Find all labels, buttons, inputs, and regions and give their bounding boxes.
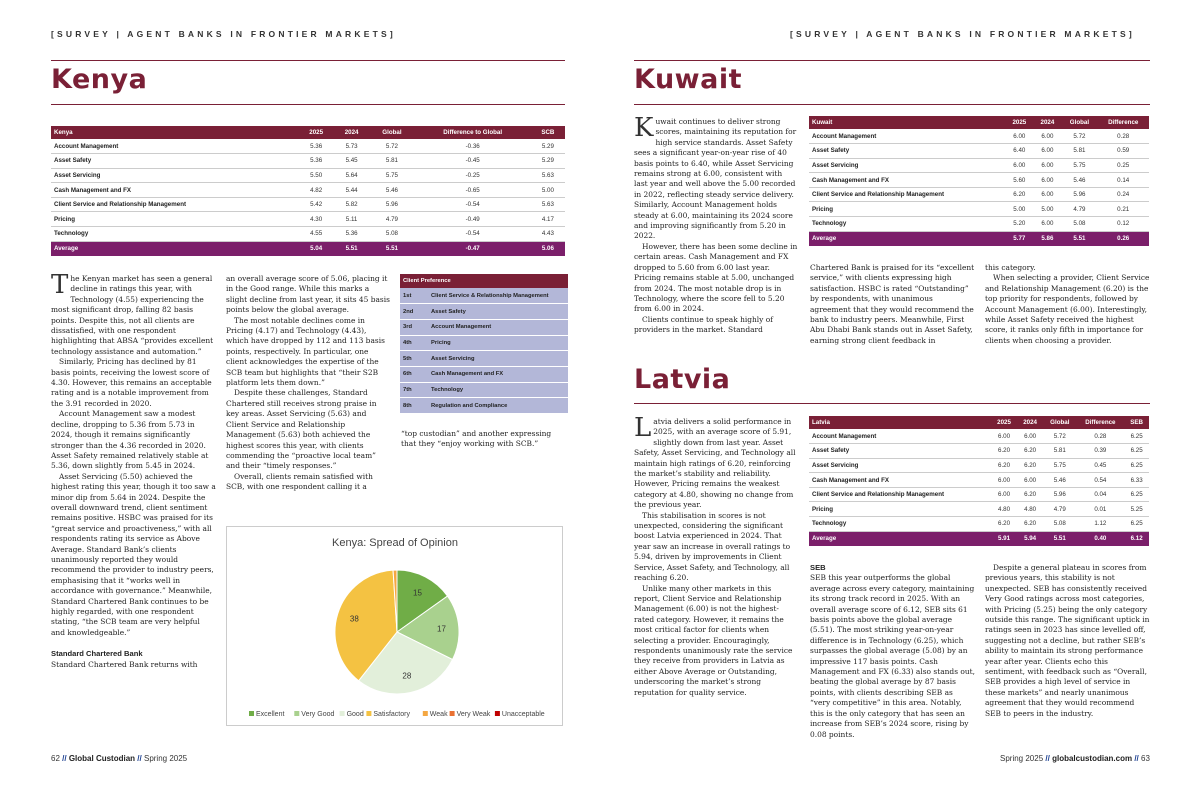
- table-cell: 5.20: [1005, 217, 1033, 232]
- table-cell: 5.46: [1061, 173, 1097, 188]
- table-cell: 6.25: [1124, 458, 1149, 473]
- preference-item: Regulation and Compliance: [428, 398, 568, 414]
- table-cell: 5.46: [369, 183, 414, 198]
- table-cell: Account Management: [809, 429, 991, 444]
- table-cell: Technology: [809, 217, 1005, 232]
- table-cell: -0.54: [415, 227, 531, 242]
- table-cell: Cash Management and FX: [51, 183, 298, 198]
- preference-item: Asset Safety: [428, 304, 568, 320]
- table-cell: 5.96: [1043, 487, 1076, 502]
- latvia-title-rule: [634, 403, 1150, 404]
- table-cell: 4.80: [1017, 502, 1043, 517]
- kuwait-para: Clients continue to speak highly of providers in the market. Standard: [634, 314, 773, 335]
- table-cell: 4.17: [531, 212, 565, 227]
- preference-rank: 1st: [400, 288, 428, 304]
- latvia-para: SEB this year outperforms the global average across every category, maintaining its strong track record in 2025. With an overall average score of 6.12, SEB sits 61 basis points above the global average (5.51). The most striking year-on-year difference is in Technology (6.25), which surpasses the global average (5.08) by an impressive 117 basis points. Cash Management and FX (6.33) also stands out, beating the global average by 87 basis points, with clients describing SEB as “very competitive” in this area. Notably, this is the only category that has seen an increase from SEB’s 2024 score, rising by 0.08 points.: [810, 573, 975, 739]
- legend-swatch: [423, 711, 428, 716]
- table-cell: 6.20: [1017, 458, 1043, 473]
- table-cell: Pricing: [809, 202, 1005, 217]
- table-cell: 5.45: [334, 154, 369, 169]
- table-cell: 0.12: [1097, 217, 1149, 232]
- client-preference-header: Client Preference: [400, 274, 568, 288]
- table-cell: -0.65: [415, 183, 531, 198]
- table-cell: 5.81: [369, 154, 414, 169]
- kenya-col2: [226, 274, 391, 493]
- pie-chart-svg: [227, 527, 564, 727]
- kuwait-col-header: Kuwait: [809, 116, 1005, 129]
- kenya-para: Overall, clients remain satisfied with SCB, with one respondent calling it a: [226, 471, 373, 492]
- table-cell: 6.00: [1005, 129, 1033, 144]
- table-row: [809, 187, 1149, 202]
- table-cell: -0.36: [415, 139, 531, 154]
- table-cell: 5.36: [298, 139, 333, 154]
- average-row: [809, 531, 1149, 546]
- latvia-col2: [810, 563, 975, 740]
- table-cell: 4.79: [369, 212, 414, 227]
- table-cell: Asset Safety: [809, 444, 991, 459]
- average-cell: 5.86: [1033, 231, 1061, 246]
- table-row: [809, 158, 1149, 173]
- table-cell: 5.72: [369, 139, 414, 154]
- table-cell: 5.81: [1043, 444, 1076, 459]
- table-cell: 6.25: [1124, 487, 1149, 502]
- average-cell: Average: [809, 231, 1005, 246]
- footer-sep: //: [137, 754, 142, 763]
- kuwait-title: Kuwait: [634, 64, 742, 95]
- kenya-col1: [51, 270, 216, 670]
- table-cell: 6.25: [1124, 517, 1149, 532]
- footer-sep: //: [1045, 754, 1050, 763]
- footer-issue: Spring 2025: [143, 754, 188, 763]
- preference-item: Pricing: [428, 335, 568, 351]
- table-cell: 6.20: [991, 458, 1017, 473]
- table-cell: 5.08: [1061, 217, 1097, 232]
- average-cell: 5.06: [531, 241, 565, 256]
- table-row: [809, 202, 1149, 217]
- kenya-col-header: 2025: [298, 126, 333, 139]
- table-cell: Asset Servicing: [809, 458, 991, 473]
- table-cell: 5.00: [531, 183, 565, 198]
- latvia-col3: [985, 563, 1150, 719]
- kenya-dropcap: T: [51, 270, 69, 300]
- table-cell: 0.25: [1097, 158, 1149, 173]
- table-cell: 5.11: [334, 212, 369, 227]
- kenya-para: Similarly, Pricing has declined by 81 basis points, receiving the lowest score of 4.30. However, this remains an acceptable rating and is a notable improvement from the 3.91 recorded in 2020.: [51, 357, 212, 408]
- table-cell: 5.08: [1043, 517, 1076, 532]
- table-row: [809, 502, 1149, 517]
- table-cell: 5.72: [1043, 429, 1076, 444]
- table-cell: 6.00: [1033, 129, 1061, 144]
- preference-item: Technology: [428, 382, 568, 398]
- table-cell: Pricing: [51, 212, 298, 227]
- right-header-rule: [634, 60, 1150, 61]
- kenya-para: he Kenyan market has seen a general decline in ratings this year, with Technology (4.55) experiencing the most significant drop, falling 82 basis points. Despite this, not all clients are dissatisfied, with one respondent highlighting that ABSA “provides excellent technology assistance and automation.”: [51, 274, 214, 356]
- table-cell: 5.75: [1043, 458, 1076, 473]
- legend-label: Satisfactory: [373, 711, 410, 718]
- kuwait-col-header: Difference: [1097, 116, 1149, 129]
- table-row: [809, 429, 1149, 444]
- latvia-col-header: 2025: [991, 416, 1017, 429]
- kenya-opinion-chart: [226, 526, 563, 726]
- latvia-table-wrap: [809, 416, 1149, 546]
- average-cell: 5.77: [1005, 231, 1033, 246]
- table-cell: 5.08: [369, 227, 414, 242]
- legend-label: Weak: [429, 711, 448, 718]
- client-preference-table: [400, 274, 568, 414]
- legend-swatch: [366, 711, 371, 716]
- table-cell: 5.63: [531, 168, 565, 183]
- table-cell: 5.96: [1061, 187, 1097, 202]
- footer-issue: Spring 2025: [1000, 754, 1044, 763]
- preference-rank: 5th: [400, 351, 428, 367]
- table-cell: 6.00: [1033, 144, 1061, 159]
- table-row: [51, 168, 565, 183]
- kuwait-col3: [985, 263, 1150, 346]
- preference-item: Cash Management and FX: [428, 366, 568, 382]
- kenya-para: The most notable declines come in Pricing (4.17) and Technology (4.43), which have dropped by 112 and 113 basis points, respectively. In particular, one client acknowledges the expertise of the SCB team but highlights that “their S2B platform lets them down.”: [226, 315, 385, 388]
- table-cell: 6.20: [1005, 187, 1033, 202]
- table-row: [51, 212, 565, 227]
- kuwait-para: Chartered Bank is praised for its “excellent service,” with clients expressing high satisfaction. HSBC is rated “Outstanding” by respondents, with unanimous agreement that they would recommend the bank to industry peers. Meanwhile, First Abu Dhabi Bank stands out in Asset Safety, earning strong client feedback in: [810, 263, 975, 345]
- latvia-title: Latvia: [634, 364, 731, 395]
- table-cell: 6.20: [1017, 487, 1043, 502]
- table-cell: 6.25: [1124, 444, 1149, 459]
- kuwait-para: uwait continues to deliver strong scores, maintaining its reputation for high service standards. Asset Safety sees a significant year-on-year rise of 40 basis points to 6.40, while Asset Servicing remains strong at 6.00, consistent with last year and well above the 5.00 recorded in 2022, reflecting steady service delivery. Similarly, Account Management holds steady at 6.00, maintaining its 2024 score and improving significantly from 5.20 in 2022.: [634, 117, 797, 241]
- pie-data-label: 28: [402, 671, 412, 681]
- table-cell: Account Management: [51, 139, 298, 154]
- legend-swatch: [249, 711, 254, 716]
- scb-subhead: Standard Chartered Bank: [51, 649, 143, 659]
- table-cell: 0.21: [1097, 202, 1149, 217]
- table-cell: 4.30: [298, 212, 333, 227]
- table-cell: 5.46: [1043, 473, 1076, 488]
- footer-sep: //: [1134, 754, 1139, 763]
- average-cell: 5.51: [1043, 531, 1076, 546]
- preference-row: [400, 366, 568, 382]
- table-cell: 5.00: [1005, 202, 1033, 217]
- preference-row: [400, 398, 568, 414]
- average-cell: 0.40: [1076, 531, 1124, 546]
- latvia-para: atvia delivers a solid performance in 2025, with an average score of 5.91, slightly down from last year. Asset Safety, Asset Servicing, and Technology all maintain high ratings of 6.20, reinforcing the market’s stability and reliability. However, Pricing remains the weakest category at 4.80, showing no change from the previous year.: [634, 417, 796, 510]
- table-cell: 6.33: [1124, 473, 1149, 488]
- kenya-col3: [401, 429, 566, 450]
- table-cell: 0.28: [1097, 129, 1149, 144]
- average-cell: 6.12: [1124, 531, 1149, 546]
- table-row: [809, 173, 1149, 188]
- table-cell: 6.00: [1017, 473, 1043, 488]
- left-footer: [51, 754, 187, 763]
- average-row: [51, 241, 565, 256]
- footer-sep: //: [62, 754, 67, 763]
- table-row: [809, 444, 1149, 459]
- latvia-col-header: Global: [1043, 416, 1076, 429]
- right-footer: [1000, 754, 1150, 763]
- table-cell: Account Management: [809, 129, 1005, 144]
- table-cell: Cash Management and FX: [809, 473, 991, 488]
- average-cell: 5.94: [1017, 531, 1043, 546]
- table-cell: 0.01: [1076, 502, 1124, 517]
- preference-row: [400, 382, 568, 398]
- table-row: [51, 139, 565, 154]
- kenya-para: Despite these challenges, Standard Chartered still receives strong praise in key areas. Asset Servicing (5.63) and Client Service and Relationship Management (5.63) both achieved the highest scores this year, with clients commending the “proactive local team” and their “timely responses.”: [226, 388, 377, 471]
- kenya-subtext: Standard Chartered Bank returns with: [51, 659, 198, 669]
- table-cell: 6.20: [991, 517, 1017, 532]
- legend-label: Very Good: [301, 711, 335, 718]
- preference-rank: 3rd: [400, 319, 428, 335]
- table-cell: 6.00: [1033, 173, 1061, 188]
- latvia-para: Despite a general plateau in scores from previous years, this stability is not unexpected. SEB has consistently received Very Good ratings across most categories, with Pricing (5.25) being the only category outside this range. The significant uptick in ratings seen in 2023 has since levelled off, suggesting not a decline, but rather SEB’s ability to maintain its strong performance year after year. Clients echo this sentiment, with feedback such as “Overall, SEB provides a high level of service in these markets” and nearly unanimous agreement that they would recommend SEB to peers in the industry.: [985, 563, 1150, 718]
- table-row: [51, 197, 565, 212]
- kenya-para: “top custodian” and another expressing that they “enjoy working with SCB.”: [401, 429, 552, 449]
- table-row: [809, 129, 1149, 144]
- table-cell: -0.45: [415, 154, 531, 169]
- preference-row: [400, 304, 568, 320]
- table-cell: 5.82: [334, 197, 369, 212]
- table-cell: 0.45: [1076, 458, 1124, 473]
- table-cell: Asset Safety: [809, 144, 1005, 159]
- table-row: [809, 458, 1149, 473]
- table-cell: Cash Management and FX: [809, 173, 1005, 188]
- table-cell: Asset Servicing: [51, 168, 298, 183]
- kenya-para: Account Management saw a modest decline, dropping to 5.36 from 5.73 in 2024, though it remains significantly stronger than the 4.36 recorded in 2020. Asset Safety remained relatively stable at 5.36, down slightly from 5.45 in 2024.: [51, 409, 209, 471]
- kuwait-dropcap: K: [634, 113, 654, 143]
- table-cell: 5.29: [531, 139, 565, 154]
- table-row: [809, 487, 1149, 502]
- average-cell: 5.51: [334, 241, 369, 256]
- latvia-col1: [634, 413, 798, 698]
- table-cell: 5.25: [1124, 502, 1149, 517]
- latvia-ratings-table: [809, 416, 1149, 546]
- legend-label: Unacceptable: [501, 711, 545, 718]
- kuwait-col2: [810, 263, 975, 346]
- kuwait-para: However, there has been some decline in certain areas. Cash Management and FX dropped to 5.60 from 6.00 last year. Pricing remains stable at 5.00, unchanged from 2024. The most notable drop is in Technology, where the score fell to 5.20 from 6.00 in 2024.: [634, 241, 798, 314]
- average-cell: 5.04: [298, 241, 333, 256]
- table-cell: Technology: [809, 517, 991, 532]
- table-cell: 5.96: [369, 197, 414, 212]
- legend-swatch: [340, 711, 345, 716]
- table-cell: 5.36: [298, 154, 333, 169]
- table-cell: 5.29: [531, 154, 565, 169]
- table-cell: 5.75: [1061, 158, 1097, 173]
- latvia-para: This stabilisation in scores is not unexpected, considering the significant boost Latvia experienced in 2024. That year saw an increase in overall ratings to 5.94, driven by improvements in Client Service, Asset Safety, and Technology, all reaching 6.20.: [634, 510, 791, 583]
- latvia-col-header: Difference: [1076, 416, 1124, 429]
- table-cell: 5.42: [298, 197, 333, 212]
- left-running-header: [SURVEY | AGENT BANKS IN FRONTIER MARKETS]: [51, 29, 396, 39]
- right-running-header: [SURVEY | AGENT BANKS IN FRONTIER MARKETS]: [790, 29, 1135, 39]
- table-row: [809, 217, 1149, 232]
- legend-swatch: [495, 711, 500, 716]
- preference-row: [400, 335, 568, 351]
- table-cell: 5.73: [334, 139, 369, 154]
- kenya-para: an overall average score of 5.06, placing it in the Good range. While this marks a slight decline from last year, it sits 45 basis points below the global average.: [226, 274, 390, 315]
- table-cell: 6.00: [1017, 429, 1043, 444]
- table-cell: 4.80: [991, 502, 1017, 517]
- preference-row: [400, 288, 568, 304]
- latvia-para: Unlike many other markets in this report, Client Service and Relationship Management (6.00) is not the highest-rated category. However, it remains the most critical factor for clients when selecting a provider. Encouragingly, respondents unanimously rate the service they receive from providers in Latvia as either Above Average or Outstanding, underscoring the market’s strong reputation for quality service.: [634, 583, 793, 697]
- preference-rank: 8th: [400, 398, 428, 414]
- table-cell: Technology: [51, 227, 298, 242]
- legend-swatch: [294, 711, 299, 716]
- table-cell: 5.81: [1061, 144, 1097, 159]
- table-cell: 6.00: [1033, 187, 1061, 202]
- table-cell: 5.50: [298, 168, 333, 183]
- table-cell: 4.43: [531, 227, 565, 242]
- kuwait-col-header: 2024: [1033, 116, 1061, 129]
- preference-item: Client Service & Relationship Management: [428, 288, 568, 304]
- kuwait-title-rule: [634, 104, 1150, 105]
- table-cell: Asset Servicing: [809, 158, 1005, 173]
- table-cell: -0.25: [415, 168, 531, 183]
- kuwait-col1: [634, 113, 798, 336]
- table-cell: Client Service and Relationship Management: [809, 487, 991, 502]
- latvia-col-header: Latvia: [809, 416, 991, 429]
- table-cell: 5.64: [334, 168, 369, 183]
- average-cell: 5.51: [1061, 231, 1097, 246]
- kenya-col-header: SCB: [531, 126, 565, 139]
- table-row: [51, 154, 565, 169]
- kenya-col-header: Global: [369, 126, 414, 139]
- average-cell: Average: [809, 531, 991, 546]
- average-row: [809, 231, 1149, 246]
- kenya-col-header: 2024: [334, 126, 369, 139]
- kenya-col-header: Difference to Global: [415, 126, 531, 139]
- latvia-col-header: 2024: [1017, 416, 1043, 429]
- table-cell: Pricing: [809, 502, 991, 517]
- table-cell: 0.54: [1076, 473, 1124, 488]
- preference-item: Asset Servicing: [428, 351, 568, 367]
- average-cell: Average: [51, 241, 298, 256]
- table-cell: 0.28: [1076, 429, 1124, 444]
- legend-swatch: [450, 711, 455, 716]
- legend-label: Good: [346, 711, 364, 718]
- table-cell: 5.44: [334, 183, 369, 198]
- seb-subhead: SEB: [810, 563, 826, 572]
- latvia-dropcap: L: [634, 413, 652, 443]
- table-row: [809, 144, 1149, 159]
- kenya-para: Asset Servicing (5.50) achieved the highest rating this year, though it too saw a minor dip from 5.64 in 2024. Despite the overall downward trend, client sentiment remains positive. HSBC was praised for its “great service and proactiveness,” with all respondents rating its service as Above Average. Standard Bank’s clients unanimously reported they would recommend the provider to industry peers, emphasising that it “works well in accordance with governance.” Meanwhile, Standard Chartered Bank continues to be highly regarded, with one respondent stating, “the SCB team are very helpful and knowledgeable.”: [51, 471, 216, 637]
- kuwait-ratings-table: [809, 116, 1149, 246]
- kuwait-para: this category.: [985, 263, 1036, 272]
- pie-data-label: 38: [349, 614, 359, 624]
- table-cell: 6.20: [1017, 444, 1043, 459]
- right-page-number: 63: [1141, 754, 1150, 763]
- kuwait-col-header: Global: [1061, 116, 1097, 129]
- table-cell: 6.00: [1033, 158, 1061, 173]
- table-cell: 4.82: [298, 183, 333, 198]
- average-cell: 5.51: [369, 241, 414, 256]
- legend-label: Excellent: [256, 711, 285, 718]
- table-row: [51, 227, 565, 242]
- preference-rank: 2nd: [400, 304, 428, 320]
- table-row: [809, 517, 1149, 532]
- pie-data-label: 17: [437, 624, 446, 634]
- table-cell: 6.00: [991, 487, 1017, 502]
- left-header-rule: [51, 60, 565, 61]
- average-cell: 5.91: [991, 531, 1017, 546]
- table-cell: 5.75: [369, 168, 414, 183]
- table-cell: 5.60: [1005, 173, 1033, 188]
- kenya-table-wrap: [51, 126, 565, 256]
- table-cell: 0.24: [1097, 187, 1149, 202]
- average-cell: 0.26: [1097, 231, 1149, 246]
- table-cell: Client Service and Relationship Management: [51, 197, 298, 212]
- footer-site-link[interactable]: globalcustodian.com: [1052, 754, 1133, 763]
- preference-rank: 6th: [400, 366, 428, 382]
- kenya-title: Kenya: [51, 64, 148, 95]
- left-page-number: 62: [51, 754, 60, 763]
- table-cell: 6.20: [1017, 517, 1043, 532]
- kenya-ratings-table: [51, 126, 565, 256]
- preference-row: [400, 319, 568, 335]
- table-cell: 0.39: [1076, 444, 1124, 459]
- legend-label: Very Weak: [456, 711, 491, 718]
- average-cell: -0.47: [415, 241, 531, 256]
- preference-item: Account Management: [428, 319, 568, 335]
- table-cell: 5.72: [1061, 129, 1097, 144]
- table-cell: 5.00: [1033, 202, 1061, 217]
- preference-rank: 7th: [400, 382, 428, 398]
- kuwait-para: When selecting a provider, Client Service and Relationship Management (6.20) is the top priority for respondents, followed by Account Management (6.00). Interestingly, while Asset Safety received the highest score, it ranks only fifth in importance for clients when choosing a provider.: [985, 273, 1150, 345]
- kenya-col-header: Kenya: [51, 126, 298, 139]
- table-cell: 1.12: [1076, 517, 1124, 532]
- table-cell: 6.20: [991, 444, 1017, 459]
- table-cell: 6.00: [1033, 217, 1061, 232]
- table-cell: 4.79: [1061, 202, 1097, 217]
- table-row: [809, 473, 1149, 488]
- table-row: [51, 183, 565, 198]
- table-cell: 6.25: [1124, 429, 1149, 444]
- table-cell: 0.59: [1097, 144, 1149, 159]
- pie-data-label: 15: [413, 588, 422, 598]
- table-cell: 0.04: [1076, 487, 1124, 502]
- table-cell: Asset Safety: [51, 154, 298, 169]
- table-cell: 5.63: [531, 197, 565, 212]
- client-preference-box: [400, 274, 568, 414]
- table-cell: Client Service and Relationship Management: [809, 187, 1005, 202]
- table-cell: 4.79: [1043, 502, 1076, 517]
- preference-row: [400, 351, 568, 367]
- table-cell: -0.49: [415, 212, 531, 227]
- kenya-title-rule: [51, 104, 565, 105]
- kuwait-col-header: 2025: [1005, 116, 1033, 129]
- table-cell: 0.14: [1097, 173, 1149, 188]
- latvia-col-header: SEB: [1124, 416, 1149, 429]
- table-cell: 6.00: [1005, 158, 1033, 173]
- table-cell: 4.55: [298, 227, 333, 242]
- kuwait-table-wrap: [809, 116, 1149, 246]
- table-cell: 5.36: [334, 227, 369, 242]
- table-cell: 6.40: [1005, 144, 1033, 159]
- table-cell: 6.00: [991, 473, 1017, 488]
- chart-title: Kenya: Spread of Opinion: [332, 537, 458, 549]
- footer-publication: Global Custodian: [68, 754, 136, 763]
- table-cell: -0.54: [415, 197, 531, 212]
- preference-rank: 4th: [400, 335, 428, 351]
- table-cell: 6.00: [991, 429, 1017, 444]
